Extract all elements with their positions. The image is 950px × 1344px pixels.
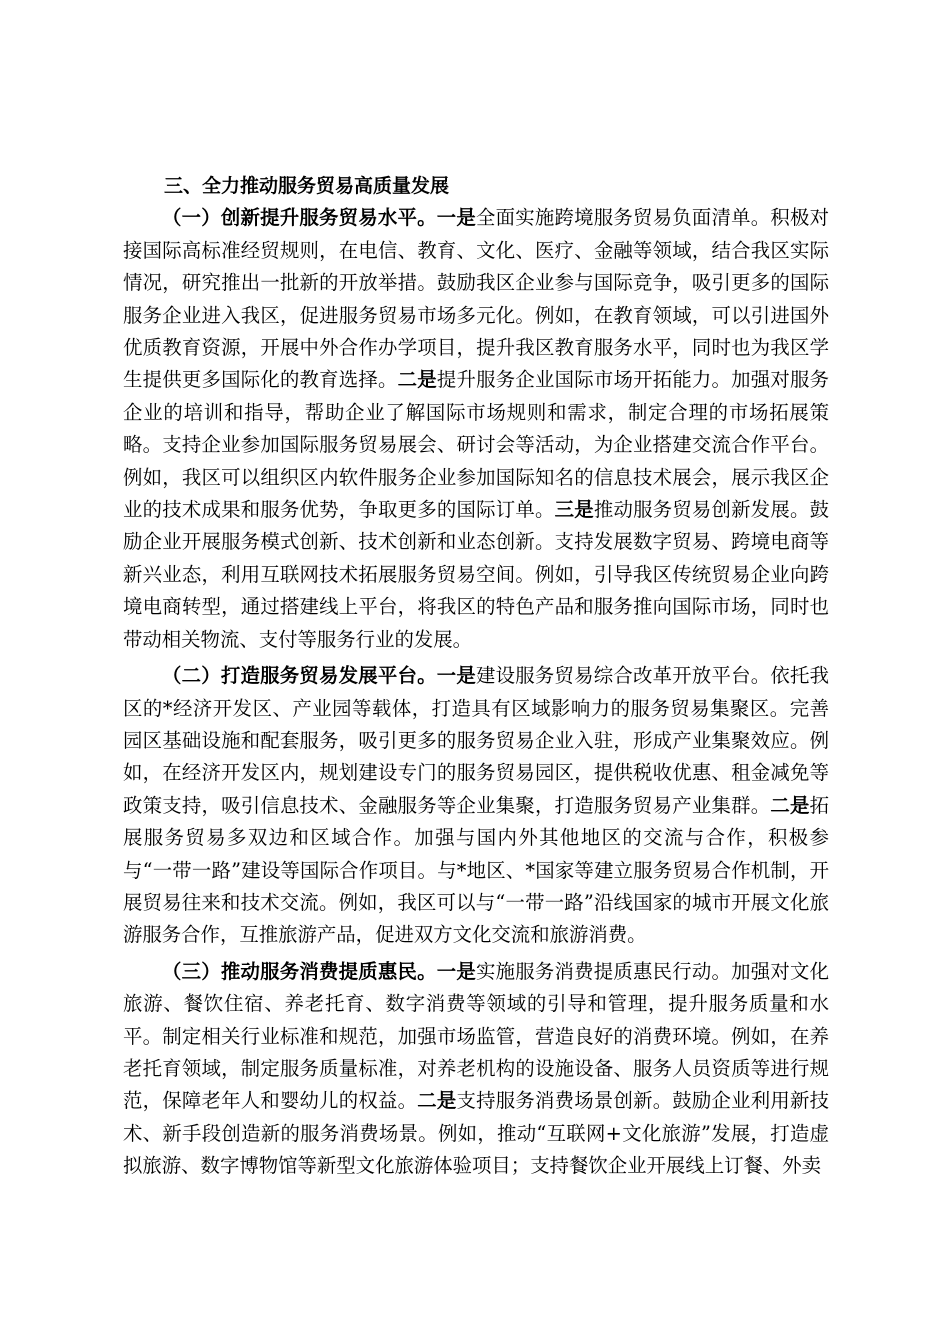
point-marker-first: 一是 [436,664,476,688]
subheading-service-consumption: （三）推动服务消费提质惠民。 [162,959,437,983]
paragraph-text: 推动服务贸易创新发展。鼓励企业开展服务模式创新、技术创新和业态创新。支持发展数字贸易、跨境电商等新兴业态，利用互联网技术拓展服务贸易空间。例如，引导我区传统贸易企业向跨境电商转型，通过搭建线上平台，将我区的特色产品和服务推向国际市场，同时也带动相关物流、支付等服务行业的发展。 [123,498,830,651]
paragraph-text: 实施服务消费提质惠民行动。加强对文化旅游、餐饮住宿、养老托育、数字消费等领域的引导和管理，提升服务质量和水平。制定相关行业标准和规范，加强市场监管，营造良好的消费环境。例如，在养老托育领域，制定服务质量标准，对养老机构的设施设备、服务人员资质等进行规范，保障老年人和婴幼儿的权益。 [123,959,830,1113]
paragraph-services-trade-level [123,202,829,656]
point-marker-second: 二是 [770,793,810,817]
subheading-innovate-services-trade: （一）创新提升服务贸易水平。 [162,206,437,230]
subheading-build-platform: （二）打造服务贸易发展平台。 [162,664,437,688]
point-marker-third: 三是 [554,498,594,522]
paragraph-trade-platform [123,660,829,952]
point-marker-second: 二是 [417,1089,457,1113]
paragraph-text: 建设服务贸易综合改革开放平台。依托我区的*经济开发区、产业园等载体，打造具有区域影响力的服务贸易集聚区。完善园区基础设施和配套服务，吸引更多的服务贸易企业入驻，形成产业集聚效应。例如，在经济开发区内，规划建设专门的服务贸易园区，提供税收优惠、租金减免等政策支持，吸引信息技术、金融服务等企业集聚，打造服务贸易产业集群。 [123,664,830,817]
paragraph-text: 拓展服务贸易多双边和区域合作。加强与国内外其他地区的交流与合作，积极参与“一带一路”建设等国际合作项目。与*地区、*国家等建立服务贸易合作机制，开展贸易往来和技术交流。例如，我区可以与“一带一路”沿线国家的城市开展文化旅游服务合作，互推旅游产品，促进双方文化交流和旅游消费。 [123,793,830,947]
document-body [123,170,829,1187]
point-marker-first: 一是 [436,959,476,983]
paragraph-service-consumption [123,956,829,1183]
paragraph-text: 支持服务消费场景创新。鼓励企业利用新技术、新手段创造新的服务消费场景。例如，推动“互联网+文化旅游”发展，打造虚拟旅游、数字博物馆等新型文化旅游体验项目；支持餐饮企业开展线上订餐、外卖 [123,1089,830,1178]
paragraph-text: 提升服务企业国际市场开拓能力。加强对服务企业的培训和指导，帮助企业了解国际市场规则和需求，制定合理的市场拓展策略。支持企业参加国际服务贸易展会、研讨会等活动，为企业搭建交流合作平台。例如，我区可以组织区内软件服务企业参加国际知名的信息技术展会，展示我区企业的技术成果和服务优势，争取更多的国际订单。 [123,368,830,522]
paragraph-text: 全面实施跨境服务贸易负面清单。积极对接国际高标准经贸规则，在电信、教育、文化、医疗、金融等领域，结合我区实际情况，研究推出一批新的开放举措。鼓励我区企业参与国际竞争，吸引更多的国际服务企业进入我区，促进服务贸易市场多元化。例如，在教育领域，可以引进国外优质教育资源，开展中外合作办学项目，提升我区教育服务水平，同时也为我区学生提供更多国际化的教育选择。 [123,206,830,392]
point-marker-second: 二是 [397,368,437,392]
section-heading: 三、全力推动服务贸易高质量发展 [164,175,450,197]
point-marker-first: 一是 [436,206,476,230]
